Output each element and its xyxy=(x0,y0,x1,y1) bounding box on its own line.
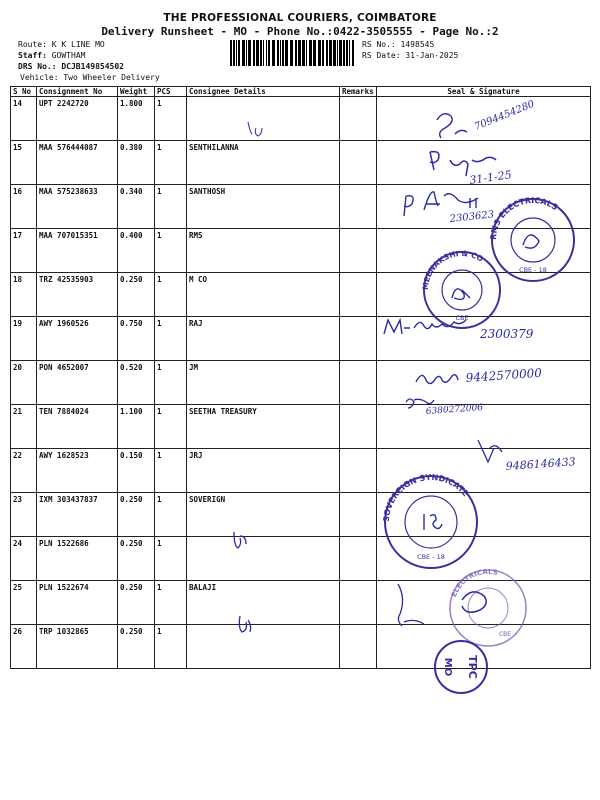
cell-consignment: TEN 7884024 xyxy=(37,405,118,449)
cell-weight: 0.520 xyxy=(118,361,155,405)
rs-no-line xyxy=(362,40,434,50)
cell-remarks xyxy=(340,97,377,141)
vehicle-value: Two Wheeler Delivery xyxy=(63,73,160,82)
cell-weight: 0.250 xyxy=(118,537,155,581)
cell-seal xyxy=(377,97,591,141)
cell-consignment: AWY 1960526 xyxy=(37,317,118,361)
table-row xyxy=(11,185,591,229)
cell-seal xyxy=(377,273,591,317)
table-row xyxy=(11,317,591,361)
table-row xyxy=(11,625,591,669)
cell-consignment: IXM 303437837 xyxy=(37,493,118,537)
cell-seal xyxy=(377,449,591,493)
cell-consignee: SANTHOSH xyxy=(187,185,340,229)
cell-consignment: MAA 575238633 xyxy=(37,185,118,229)
cell-seal xyxy=(377,141,591,185)
cell-weight: 0.750 xyxy=(118,317,155,361)
cell-consignee: SEETHA TREASURY xyxy=(187,405,340,449)
cell-consignment: TRZ 42535903 xyxy=(37,273,118,317)
cell-sno: 16 xyxy=(11,185,37,229)
hw-phone-15: 7094454280 xyxy=(473,98,537,133)
cell-consignee xyxy=(187,97,340,141)
cell-pcs: 1 xyxy=(155,229,187,273)
cell-consignee: RMS xyxy=(187,229,340,273)
cell-consignee: M CO xyxy=(187,273,340,317)
cell-weight: 1.800 xyxy=(118,97,155,141)
stamp-rms-city: CBE - 18 xyxy=(519,266,547,274)
cell-sno: 14 xyxy=(11,97,37,141)
rs-date-value: 31-Jan-2025 xyxy=(405,51,459,60)
table-row xyxy=(11,229,591,273)
drs-value: DCJB149854502 xyxy=(61,62,124,71)
cell-seal xyxy=(377,229,591,273)
cell-consignment: MAA 707015351 xyxy=(37,229,118,273)
cell-sno: 20 xyxy=(11,361,37,405)
cell-weight: 0.250 xyxy=(118,493,155,537)
cell-weight: 1.100 xyxy=(118,405,155,449)
stamp-meenakshi-city: CBE xyxy=(455,314,469,322)
cell-remarks xyxy=(340,449,377,493)
cell-consignment: AWY 1628523 xyxy=(37,449,118,493)
cell-sno: 25 xyxy=(11,581,37,625)
cell-pcs: 1 xyxy=(155,493,187,537)
staff-line xyxy=(18,51,85,61)
cell-sno: 24 xyxy=(11,537,37,581)
cell-pcs: 1 xyxy=(155,537,187,581)
vehicle-label: Vehicle: xyxy=(20,73,59,82)
table-row xyxy=(11,273,591,317)
cell-consignee: JM xyxy=(187,361,340,405)
cell-remarks xyxy=(340,405,377,449)
cell-consignment: TRP 1032865 xyxy=(37,625,118,669)
col-remarks: Remarks xyxy=(340,87,377,97)
col-consignee: Consignee Details xyxy=(187,87,340,97)
cell-remarks xyxy=(340,625,377,669)
cell-remarks xyxy=(340,273,377,317)
cell-pcs: 1 xyxy=(155,273,187,317)
cell-remarks xyxy=(340,317,377,361)
cell-consignment: PON 4652007 xyxy=(37,361,118,405)
rs-date-line xyxy=(362,51,458,61)
cell-pcs: 1 xyxy=(155,405,187,449)
cell-sno: 26 xyxy=(11,625,37,669)
col-seal: Seal & Signature xyxy=(377,87,591,97)
cell-consignment: PLN 1522686 xyxy=(37,537,118,581)
runsheet-table xyxy=(10,86,591,669)
vehicle-line xyxy=(20,73,160,83)
table-row xyxy=(11,97,591,141)
cell-weight: 0.250 xyxy=(118,581,155,625)
table-row xyxy=(11,493,591,537)
staff-label: Staff: xyxy=(18,51,47,60)
cell-pcs: 1 xyxy=(155,97,187,141)
rs-date-label: RS Date: xyxy=(362,51,401,60)
cell-sno: 21 xyxy=(11,405,37,449)
cell-pcs: 1 xyxy=(155,185,187,229)
cell-seal xyxy=(377,537,591,581)
table-row xyxy=(11,581,591,625)
cell-weight: 0.150 xyxy=(118,449,155,493)
cell-pcs: 1 xyxy=(155,141,187,185)
col-consignment: Consignment No xyxy=(37,87,118,97)
drs-label: DRS No.: xyxy=(18,62,57,71)
runsheet-subtitle: Delivery Runsheet - MO - Phone No.:0422-3505555 - Page No.:2 xyxy=(101,25,499,38)
cell-sno: 18 xyxy=(11,273,37,317)
stamp-sovereign-city: CBE - 18 xyxy=(417,553,445,561)
drs-line xyxy=(18,62,124,72)
cell-seal xyxy=(377,625,591,669)
hw-number-22: 9486146433 xyxy=(505,455,577,473)
cell-remarks xyxy=(340,581,377,625)
cell-pcs: 1 xyxy=(155,317,187,361)
cell-seal xyxy=(377,317,591,361)
cell-consignee: RAJ xyxy=(187,317,340,361)
cell-seal xyxy=(377,493,591,537)
route-value: K K LINE MO xyxy=(51,40,105,49)
cell-consignee xyxy=(187,537,340,581)
cell-consignee: SENTHILANNA xyxy=(187,141,340,185)
col-weight: Weight xyxy=(118,87,155,97)
staff-value: GOWTHAM xyxy=(51,51,86,60)
table-row xyxy=(11,449,591,493)
cell-weight: 0.250 xyxy=(118,625,155,669)
table-row xyxy=(11,537,591,581)
cell-pcs: 1 xyxy=(155,625,187,669)
cell-sno: 19 xyxy=(11,317,37,361)
cell-consignee: BALAJI xyxy=(187,581,340,625)
route-label: Route: xyxy=(18,40,47,49)
hw-number-16: 2303623 xyxy=(449,209,495,225)
cell-pcs: 1 xyxy=(155,449,187,493)
cell-consignment: MAA 576444087 xyxy=(37,141,118,185)
rs-no-label: RS No.: xyxy=(362,40,396,49)
stamp-rms-name: RMS ELECTRICALS xyxy=(488,195,560,241)
stamp-tpc-text: TPC xyxy=(466,655,479,679)
route-line xyxy=(18,40,105,50)
cell-consignee: SOVERIGN xyxy=(187,493,340,537)
table-row xyxy=(11,361,591,405)
barcode xyxy=(230,40,356,66)
stamp-sovereign-name: SOVEREIGN SYNDICATE xyxy=(381,472,471,523)
col-sno: S No xyxy=(11,87,37,97)
cell-remarks xyxy=(340,229,377,273)
cell-weight: 0.400 xyxy=(118,229,155,273)
stamp-electricals-city: CBE xyxy=(498,631,512,638)
cell-consignee: JRJ xyxy=(187,449,340,493)
hw-number-21b: 6380272006 xyxy=(425,403,484,417)
cell-pcs: 1 xyxy=(155,581,187,625)
cell-seal xyxy=(377,185,591,229)
cell-consignment: UPT 2242720 xyxy=(37,97,118,141)
hw-number-21: 9442570000 xyxy=(465,365,543,385)
hw-date-15: 31-1-25 xyxy=(468,168,513,187)
hw-number-19: 2300379 xyxy=(480,327,534,341)
rs-no-value: 1498545 xyxy=(400,40,435,49)
stamp-tpc-sub: MO xyxy=(442,657,453,677)
cell-seal xyxy=(377,361,591,405)
cell-pcs: 1 xyxy=(155,361,187,405)
cell-remarks xyxy=(340,141,377,185)
cell-sno: 22 xyxy=(11,449,37,493)
table-row xyxy=(11,141,591,185)
cell-weight: 0.250 xyxy=(118,273,155,317)
cell-consignment: PLN 1522674 xyxy=(37,581,118,625)
col-pcs: PCS xyxy=(155,87,187,97)
cell-weight: 0.380 xyxy=(118,141,155,185)
stamp-meenakshi-name: MEENAKSHI & CO xyxy=(420,248,485,291)
company-title: THE PROFESSIONAL COURIERS, COIMBATORE xyxy=(163,12,437,24)
cell-seal xyxy=(377,581,591,625)
cell-remarks xyxy=(340,493,377,537)
stamp-electricals-name: ELECTRICALS xyxy=(450,567,499,599)
cell-sno: 15 xyxy=(11,141,37,185)
table-header-row xyxy=(11,87,591,97)
cell-sno: 17 xyxy=(11,229,37,273)
cell-remarks xyxy=(340,361,377,405)
cell-remarks xyxy=(340,185,377,229)
cell-weight: 0.340 xyxy=(118,185,155,229)
table-row xyxy=(11,405,591,449)
cell-sno: 23 xyxy=(11,493,37,537)
cell-consignee xyxy=(187,625,340,669)
cell-seal xyxy=(377,405,591,449)
cell-remarks xyxy=(340,537,377,581)
